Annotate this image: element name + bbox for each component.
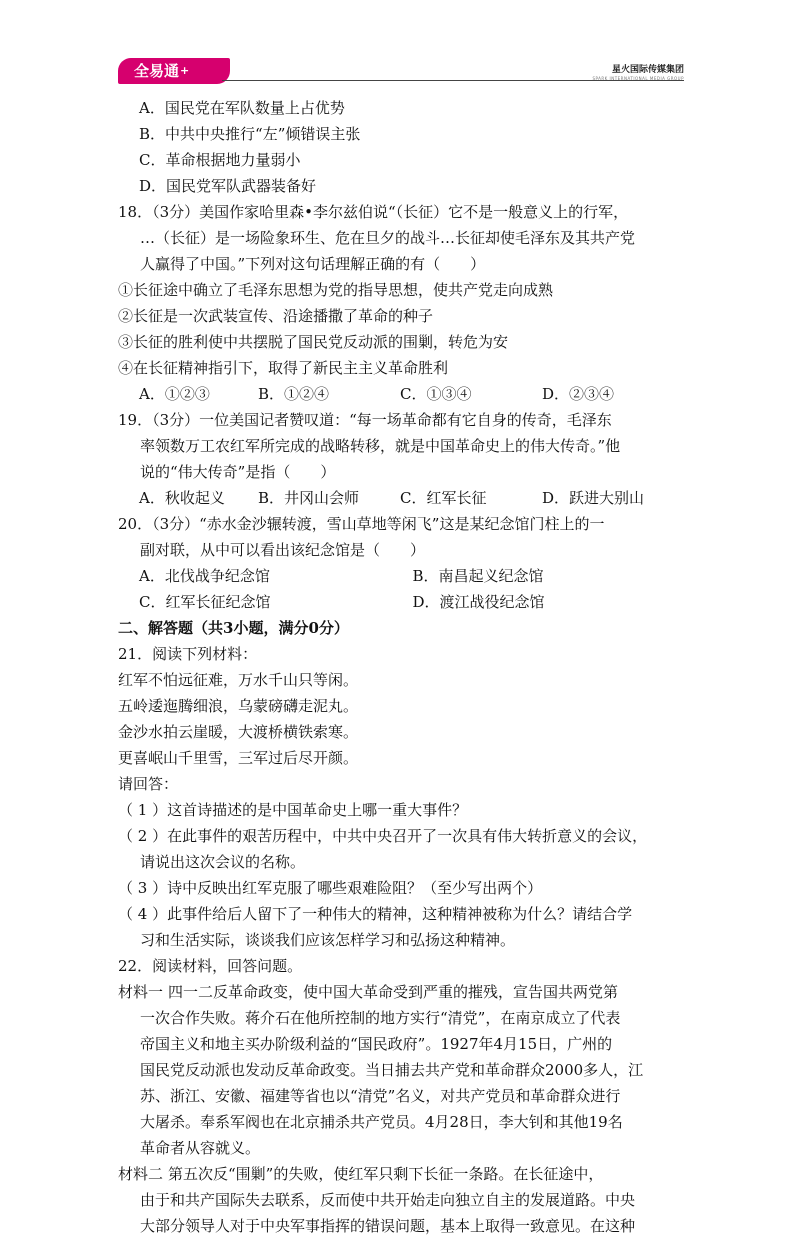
logo: [118, 58, 230, 84]
q20-option-b: B．南昌起义纪念馆: [412, 567, 544, 585]
q17-option-a: A．国民党在军队数量上占优势: [139, 99, 345, 117]
poem-line: 红军不怕远征难，万水千山只等闲。: [118, 671, 359, 689]
material2-line: 第五次反“围剿”的失败，使红军只剩下长征一条路。在长征途中，: [168, 1165, 604, 1183]
q20-stem-line: 20．（3分）“赤水金沙辗转渡，雪山草地等闲飞”这是某纪念馆门柱上的一: [118, 515, 605, 533]
q18-statement: ①长征途中确立了毛泽东思想为党的指导思想，使共产党走向成熟: [118, 281, 554, 299]
q20-option-d: D．渡江战役纪念馆: [412, 593, 545, 611]
q18-stem-line: 人赢得了中国。”下列对这句话理解正确的有（ ）: [140, 255, 486, 273]
brand-block: [592, 62, 684, 81]
q19-stem-line: 说的“伟大传奇”是指（ ）: [140, 463, 336, 481]
q18-statement: ④在长征精神指引下，取得了新民主主义革命胜利: [118, 359, 449, 377]
q20-stem-line: 副对联，从中可以看出该纪念馆是（ ）: [140, 541, 426, 559]
q18-option-b: B．①②④: [258, 385, 330, 403]
q19-stem-line: 率领数万工农红军所完成的战略转移，就是中国革命史上的伟大传奇。”他: [140, 437, 621, 455]
document-body: [118, 95, 686, 1239]
brand-subtitle: SPARK INTERNATIONAL MEDIA GROUP: [592, 76, 684, 81]
q17-option-c: C．革命根据地力量弱小: [139, 151, 301, 169]
material2-first-line: [118, 1161, 686, 1187]
q18-option-a: A．①②③: [139, 385, 210, 403]
q18-option-d: D．②③④: [542, 385, 615, 403]
material1-line: 四一二反革命政变，使中国大革命受到严重的摧残，宣告国共两党第: [168, 983, 619, 1001]
logo-text: 全易通: [134, 62, 180, 80]
q19-options: [118, 485, 686, 511]
poem-line: 金沙水拍云崖暖，大渡桥横铁索寒。: [118, 723, 359, 741]
q20-option-a: A．北伐战争纪念馆: [139, 567, 270, 585]
material1-line: 大屠杀。奉系军阀也在北京捕杀共产党员。4月28日，李大钊和其他19名: [140, 1113, 623, 1131]
q21-prompt: 请回答：: [118, 775, 179, 793]
q18-option-c: C．①③④: [400, 385, 472, 403]
poem-line: 更喜岷山千里雪，三军过后尽开颜。: [118, 749, 359, 767]
material1-line: 帝国主义和地主买办阶级利益的“国民政府”。1927年4月15日，广州的: [140, 1035, 613, 1053]
material1-line: 国民党反动派也发动反革命政变。当日捕去共产党和革命群众2000多人，江: [140, 1061, 644, 1079]
material1-label: 材料一: [118, 983, 164, 1001]
header-rule: [222, 80, 684, 81]
material1-line: 一次合作失败。蒋介石在他所控制的地方实行“清党”，在南京成立了代表: [140, 1009, 621, 1027]
material1-line: 苏、浙江、安徽、福建等省也以“清党”名义，对共产党员和革命群众进行: [140, 1087, 621, 1105]
q21-sub-question: （ 1 ）这首诗描述的是中国革命史上哪一重大事件？: [118, 801, 468, 819]
q21-intro: 21．阅读下列材料：: [118, 645, 258, 663]
material2-line: 由于和共产国际失去联系，反而使中共开始走向独立自主的发展道路。中央: [140, 1191, 636, 1209]
brand-name: 星火国际传媒集团: [611, 65, 684, 75]
logo-plus: +: [180, 64, 190, 77]
q21-sub-question-cont: 请说出这次会议的名称。: [140, 853, 306, 871]
q22-intro: 22．阅读材料，回答问题。: [118, 957, 303, 975]
q20-options-row: [118, 589, 686, 615]
page-header: [118, 58, 684, 84]
q21-sub-question: （ 3 ）诗中反映出红军克服了哪些艰难险阻？（至少写出两个）: [118, 879, 543, 897]
q18-stem-line: 18．（3分）美国作家哈里森•李尔兹伯说“（长征）它不是一般意义上的行军，: [118, 203, 629, 221]
q20-option-c: C．红军长征纪念馆: [139, 593, 271, 611]
q18-statement: ②长征是一次武装宣传、沿途播撒了革命的种子: [118, 307, 434, 325]
section-title: 二、解答题（共3小题，满分0分）: [118, 619, 349, 637]
q19-option-d: D．跃进大别山: [542, 489, 645, 507]
q17-option-d: D．国民党军队武器装备好: [139, 177, 317, 195]
q21-sub-question: （ 4 ）此事件给后人留下了一种伟大的精神，这种精神被称为什么？请结合学: [118, 905, 633, 923]
material2-label: 材料二: [118, 1165, 164, 1183]
material1-line: 革命者从容就义。: [140, 1139, 261, 1157]
q19-option-b: B．井冈山会师: [258, 489, 360, 507]
poem-line: 五岭逶迤腾细浪，乌蒙磅礴走泥丸。: [118, 697, 359, 715]
q21-sub-question: （ 2 ）在此事件的艰苦历程中，中共中央召开了一次具有伟大转折意义的会议，: [118, 827, 648, 845]
q21-sub-question-cont: 习和生活实际，谈谈我们应该怎样学习和弘扬这种精神。: [140, 931, 516, 949]
q20-options-row: [118, 563, 686, 589]
q18-options: [118, 381, 686, 407]
q19-option-c: C．红军长征: [400, 489, 487, 507]
q19-stem-line: 19．（3分）一位美国记者赞叹道：“每一场革命都有它自身的传奇，毛泽东: [118, 411, 612, 429]
q18-stem-line: …（长征）是一场险象环生、危在旦夕的战斗…长征却使毛泽东及其共产党: [140, 229, 636, 247]
q18-statement: ③长征的胜利使中共摆脱了国民党反动派的围剿，转危为安: [118, 333, 509, 351]
material1-first-line: [118, 979, 686, 1005]
q17-option-b: B．中共中央推行“左”倾错误主张: [139, 125, 361, 143]
q19-option-a: A．秋收起义: [139, 489, 225, 507]
material2-line: 大部分领导人对于中央军事指挥的错误问题，基本上取得一致意见。在这种: [140, 1217, 636, 1235]
